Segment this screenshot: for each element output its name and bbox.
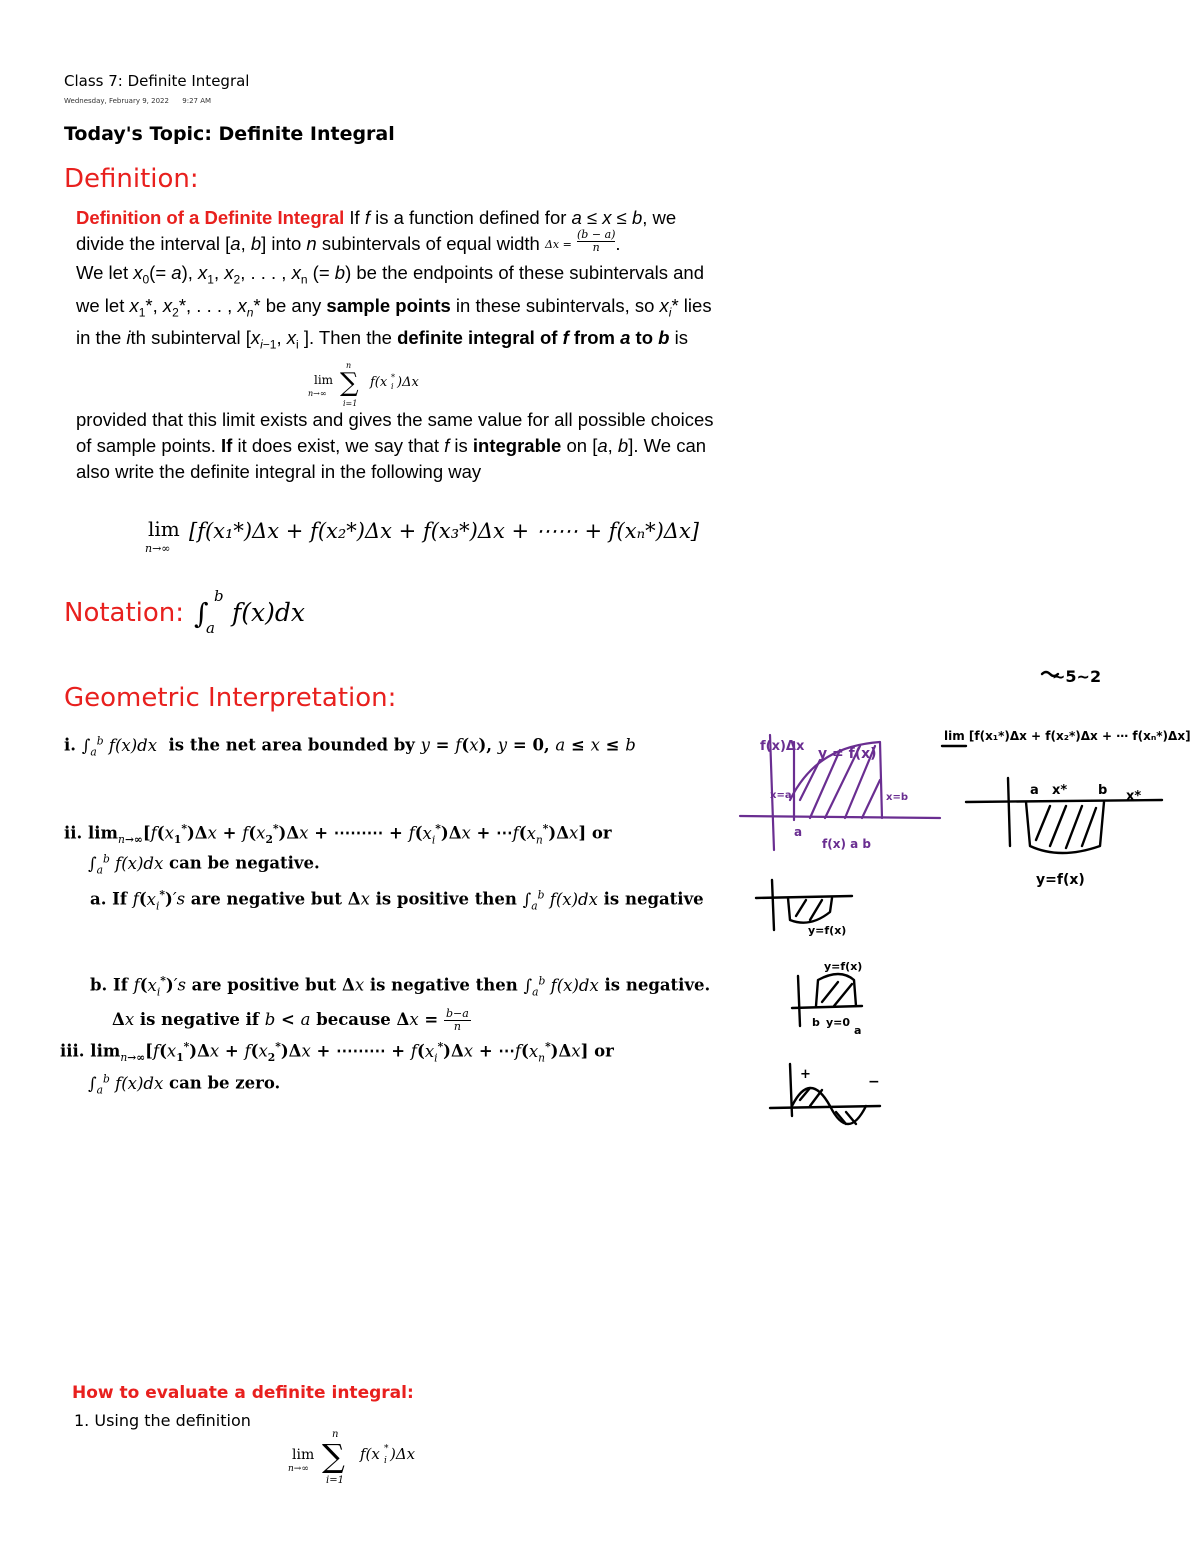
geometric-item-iii: iii. $\lim_{n\to\infty}[f(x_1^*)\Delta x + f(x_2^*)\Delta x$ + ⋯⋯⋯ + $f(x_i^*)\Delta x$ + $\cdots f(x_n^*)\Delta x$] or [60, 1040, 614, 1064]
definition-line-3: We let $x_0(= a)$, $x_1$, $x_2$, . . . , $x_n$ (= b) be the endpoints of these subintervals and [76, 262, 705, 287]
black-sketch-negative-area [966, 778, 1162, 888]
svg-text:[f(x₁*)Δx + f(x₂*)Δx + f(x₃*)Δ: [f(x₁*)Δx + f(x₂*)Δx + f(x₃*)Δx + ⋯⋯ + f(xₙ*)Δx] [189, 519, 699, 543]
svg-text:)Δx: )Δx [390, 1445, 416, 1463]
svg-text:a: a [1030, 783, 1039, 798]
definition-line-5: in the ith subinterval [$x_{i-1}$, $x_i$ ]. Then the definite integral of f from a to b is [76, 327, 688, 353]
svg-text:a: a [854, 1024, 862, 1037]
geometric-item-ii: ii. $\lim_{n\to\infty}[f(x_1^*)\Delta x + f(x_2^*)\Delta x$ + ⋯⋯⋯ + $f(x_i^*)\Delta x$ + $\cdots f(x_n^*)\Delta x$] or [64, 822, 612, 846]
svg-text:*: * [384, 1444, 389, 1454]
page-timestamp: Wednesday, February 9, 2022 9:27 AM [64, 97, 212, 105]
sketch-iii [770, 1064, 880, 1124]
notation-heading: Notation: [64, 598, 185, 628]
item-iia-marker: a. [90, 889, 107, 909]
black-lim-expression [942, 729, 1191, 746]
svg-text:y=f(x): y=f(x) [824, 960, 863, 973]
purple-sketch [740, 735, 940, 851]
svg-text:y=f(x): y=f(x) [808, 924, 847, 937]
svg-text:f(x: f(x [370, 375, 388, 390]
sketch-iib [792, 960, 862, 1037]
svg-text:f(x) a b: f(x) a b [822, 837, 871, 851]
geometric-item-iii-cont: $\int_a^b$ f(x)dx can be zero. [88, 1072, 281, 1096]
svg-text:i=1: i=1 [343, 399, 358, 408]
expanded-limit-svg [145, 512, 745, 556]
item-i-marker: i. [64, 735, 77, 755]
svg-text:n→∞: n→∞ [145, 542, 171, 555]
svg-text:∑: ∑ [340, 368, 359, 398]
item-iib-marker: b. [90, 975, 108, 995]
geometric-heading: Geometric Interpretation: [64, 683, 397, 713]
definition-heading: Definition: [64, 164, 199, 194]
svg-text:+: + [800, 1067, 811, 1082]
definition-box-title: Definition of a Definite Integral [76, 207, 345, 228]
svg-text:n: n [332, 1429, 339, 1440]
svg-text:n: n [346, 361, 352, 370]
geometric-item-iib-cont: Δx is negative if b < a because Δx = $\frac{b-a}{n}$ [112, 1007, 469, 1033]
svg-text:−: − [868, 1074, 880, 1090]
geometric-item-i: i. $\int_a^b$ f(x)dx is the net area bounded by y = f(x), y = 0, a ≤ x ≤ b [64, 734, 636, 758]
svg-text:x=b: x=b [886, 792, 908, 803]
svg-text:a: a [206, 619, 215, 635]
svg-text:lim: lim [314, 373, 334, 387]
svg-text:x*: x* [1052, 783, 1068, 798]
expanded-limit-formula [145, 512, 745, 556]
svg-text:f(x)Δx: f(x)Δx [760, 739, 805, 754]
svg-text:y=0: y=0 [826, 1016, 851, 1029]
note-top-right: ~5~2 [1052, 667, 1102, 686]
svg-text:)Δx: )Δx [397, 375, 419, 390]
svg-text:b: b [214, 587, 224, 605]
handwritten-sketches [730, 650, 1200, 1140]
svg-text:f(x: f(x [360, 1445, 380, 1463]
svg-text:i: i [384, 1456, 387, 1466]
page-title: Class 7: Definite Integral [64, 72, 250, 90]
svg-text:x=a: x=a [770, 790, 792, 801]
svg-text:n→∞: n→∞ [308, 389, 327, 398]
item-iii-marker: iii. [60, 1041, 85, 1061]
svg-text:i=1: i=1 [326, 1475, 344, 1486]
definition-line-1: Definition of a Definite Integral If f is a function defined for a ≤ x ≤ b, we [76, 207, 677, 228]
svg-text:∫: ∫ [194, 597, 209, 630]
svg-text:f(x)dx: f(x)dx [232, 598, 305, 627]
evaluate-step-1: 1. Using the definition [74, 1411, 251, 1430]
svg-text:n→∞: n→∞ [288, 1464, 309, 1474]
svg-text:b: b [812, 1016, 820, 1029]
svg-text:lim: lim [292, 1447, 315, 1463]
definition-line-2: divide the interval [a, b] into n subintervals of equal width Δx = $\frac{(b - a)}{n}$ . [76, 227, 621, 254]
geometric-item-iia: a. If $f(x_i^*)'s$ are negative but Δx is positive then $\int_a^b$ f(x)dx is negative [90, 888, 704, 912]
svg-text:y=f(x): y=f(x) [1036, 872, 1085, 888]
item-ii-marker: ii. [64, 823, 83, 843]
svg-text:lim: lim [148, 517, 180, 541]
notation-integral [192, 585, 342, 635]
svg-text:a: a [794, 825, 803, 839]
riemann-sum-svg [300, 360, 460, 410]
svg-text:*: * [391, 373, 395, 382]
sketch-iia [756, 880, 852, 937]
geometric-item-ii-cont: $\int_a^b$ f(x)dx can be negative. [88, 852, 320, 876]
riemann-sum-formula [300, 360, 460, 410]
svg-text:lim [f(x₁*)Δx + f(x₂*)Δx + ⋯ f: lim [f(x₁*)Δx + f(x₂*)Δx + ⋯ f(xₙ*)Δx] [944, 729, 1191, 743]
svg-text:y = f(x): y = f(x) [818, 746, 877, 762]
svg-text:i: i [391, 382, 394, 391]
geometric-item-iib: b. If $f(x_i^*)'s$ are positive but Δx is negative then $\int_a^b$ f(x)dx is negative. [90, 974, 711, 998]
evaluate-sum-formula [286, 1425, 446, 1487]
evaluate-sum-svg [286, 1425, 446, 1487]
notation-integral-svg [192, 585, 342, 635]
topic-heading: Today's Topic: Definite Integral [64, 123, 395, 145]
svg-text:b: b [1098, 783, 1108, 798]
definition-line-4: we let $x_1*$, $x_2*$, . . . , $x_n*$ be any sample points in these subintervals, so $x_i*$ lies [76, 294, 712, 320]
definition-text [76, 205, 836, 358]
definition-text-2: provided that this limit exists and gives the same value for all possible choices of sample points. If it does exist, we say that f is integrable on [a, b]. We can also write the definite integral in the following way [76, 409, 714, 482]
evaluate-heading: How to evaluate a definite integral: [72, 1383, 414, 1403]
svg-text:x*: x* [1126, 789, 1142, 804]
svg-text:∑: ∑ [322, 1437, 345, 1475]
